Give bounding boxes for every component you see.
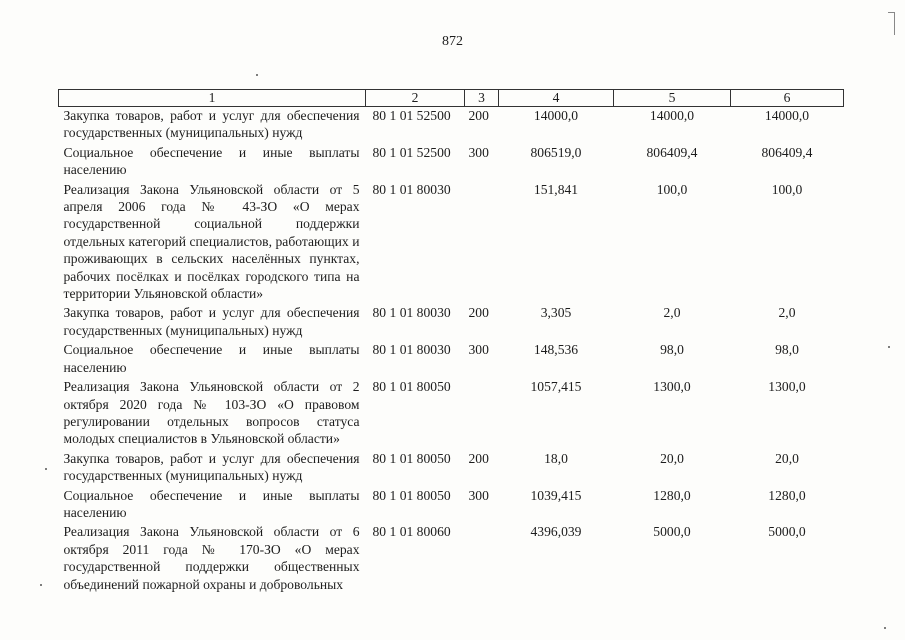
row-name: Социальное обеспечение и иные выплаты населению [63, 144, 360, 178]
row-expense-type: 200 [468, 305, 489, 321]
row-value-4: 14000,0 [533, 108, 579, 123]
row-value-4: 1057,415 [530, 379, 582, 395]
row-expense-type: 200 [468, 108, 489, 123]
table-header-row [59, 90, 844, 107]
scan-speck [40, 584, 42, 586]
row-value-6: 806409,4 [761, 144, 813, 160]
row-value-4: 1039,415 [530, 487, 582, 503]
column-header-6: 6 [731, 90, 844, 107]
row-target-code: 80 1 01 80060 [372, 524, 451, 540]
row-name: Закупка товаров, работ и услуг для обеспечения государственных (муниципальных) нужд [63, 305, 360, 338]
table-row [59, 107, 844, 144]
column-header-3: 3 [465, 90, 499, 107]
page-number: 872 [442, 34, 463, 49]
row-value-5: 100,0 [656, 181, 688, 197]
table-row [59, 523, 844, 595]
row-expense-type: 300 [468, 144, 489, 160]
row-target-code: 80 1 01 80050 [372, 450, 451, 466]
row-target-code: 80 1 01 80050 [372, 379, 451, 395]
row-value-5: 806409,4 [646, 144, 698, 160]
budget-table [58, 89, 844, 595]
row-value-5: 2,0 [663, 305, 681, 321]
row-value-5: 1280,0 [653, 487, 691, 503]
row-name: Закупка товаров, работ и услуг для обеспечения государственных (муниципальных) нужд [63, 108, 360, 141]
row-target-code: 80 1 01 80030 [372, 305, 451, 321]
row-expense-type: 300 [468, 487, 489, 503]
table-row [59, 450, 844, 487]
table-row [59, 487, 844, 524]
row-value-5: 20,0 [660, 450, 684, 466]
row-value-6: 20,0 [775, 450, 799, 466]
row-expense-type [465, 523, 499, 595]
row-value-6: 1300,0 [768, 379, 806, 395]
row-value-4: 148,536 [533, 342, 579, 358]
row-expense-type: 300 [468, 342, 489, 358]
row-value-4: 4396,039 [530, 524, 582, 540]
row-name: Реализация Закона Ульяновской области от 5 апреля 2006 года № 43-ЗО «О мерах государственной социальной поддержки отдельных категорий специалистов, работающих и проживающих в сельских населённых пунктах, рабочих посёлках и посёлках городского типа на территории Ульяновской области» [63, 181, 360, 302]
row-value-6: 100,0 [771, 181, 803, 197]
row-value-5: 5000,0 [653, 524, 691, 540]
table-row [59, 341, 844, 378]
row-value-4: 18,0 [544, 450, 568, 466]
row-value-6: 5000,0 [768, 524, 806, 540]
row-value-5: 1300,0 [653, 379, 691, 395]
row-value-6: 1280,0 [768, 487, 806, 503]
table-row [59, 181, 844, 305]
scan-speck [884, 627, 886, 629]
row-target-code: 80 1 01 52500 [372, 108, 451, 123]
row-target-code: 80 1 01 80030 [372, 181, 451, 197]
column-header-2: 2 [366, 90, 465, 107]
row-value-6: 98,0 [775, 342, 799, 358]
row-name: Социальное обеспечение и иные выплаты населению [63, 487, 360, 520]
row-name: Реализация Закона Ульяновской области от 6 октября 2011 года № 170-ЗО «О мерах государственной поддержки общественных объединений пожарной охраны и добровольных [63, 524, 360, 592]
row-value-4: 806519,0 [530, 144, 582, 160]
row-target-code: 80 1 01 80050 [372, 487, 451, 503]
row-value-6: 2,0 [778, 305, 796, 321]
row-expense-type: 200 [468, 450, 489, 466]
row-value-6: 14000,0 [764, 108, 810, 123]
row-target-code: 80 1 01 52500 [372, 144, 451, 160]
row-value-5: 98,0 [660, 342, 684, 358]
row-name: Реализация Закона Ульяновской области от 2 октября 2020 года № 103-ЗО «О правовом регулировании отдельных вопросов статуса молодых специалистов в Ульяновской области» [63, 379, 360, 447]
scan-speck [888, 346, 890, 348]
row-name: Социальное обеспечение и иные выплаты населению [63, 342, 360, 375]
scan-speck [45, 468, 47, 470]
table-row [59, 378, 844, 450]
row-target-code: 80 1 01 80030 [372, 342, 451, 358]
scan-mark [888, 12, 895, 35]
scan-speck [256, 74, 258, 76]
row-value-5: 14000,0 [649, 108, 695, 123]
table-row [59, 304, 844, 341]
row-value-4: 151,841 [533, 181, 579, 197]
column-header-4: 4 [499, 90, 614, 107]
row-expense-type [465, 378, 499, 450]
column-header-5: 5 [614, 90, 731, 107]
table-row [59, 144, 844, 181]
row-expense-type [465, 181, 499, 305]
column-header-1: 1 [59, 90, 366, 107]
row-name: Закупка товаров, работ и услуг для обеспечения государственных (муниципальных) нужд [63, 450, 360, 484]
row-value-4: 3,305 [540, 305, 572, 321]
